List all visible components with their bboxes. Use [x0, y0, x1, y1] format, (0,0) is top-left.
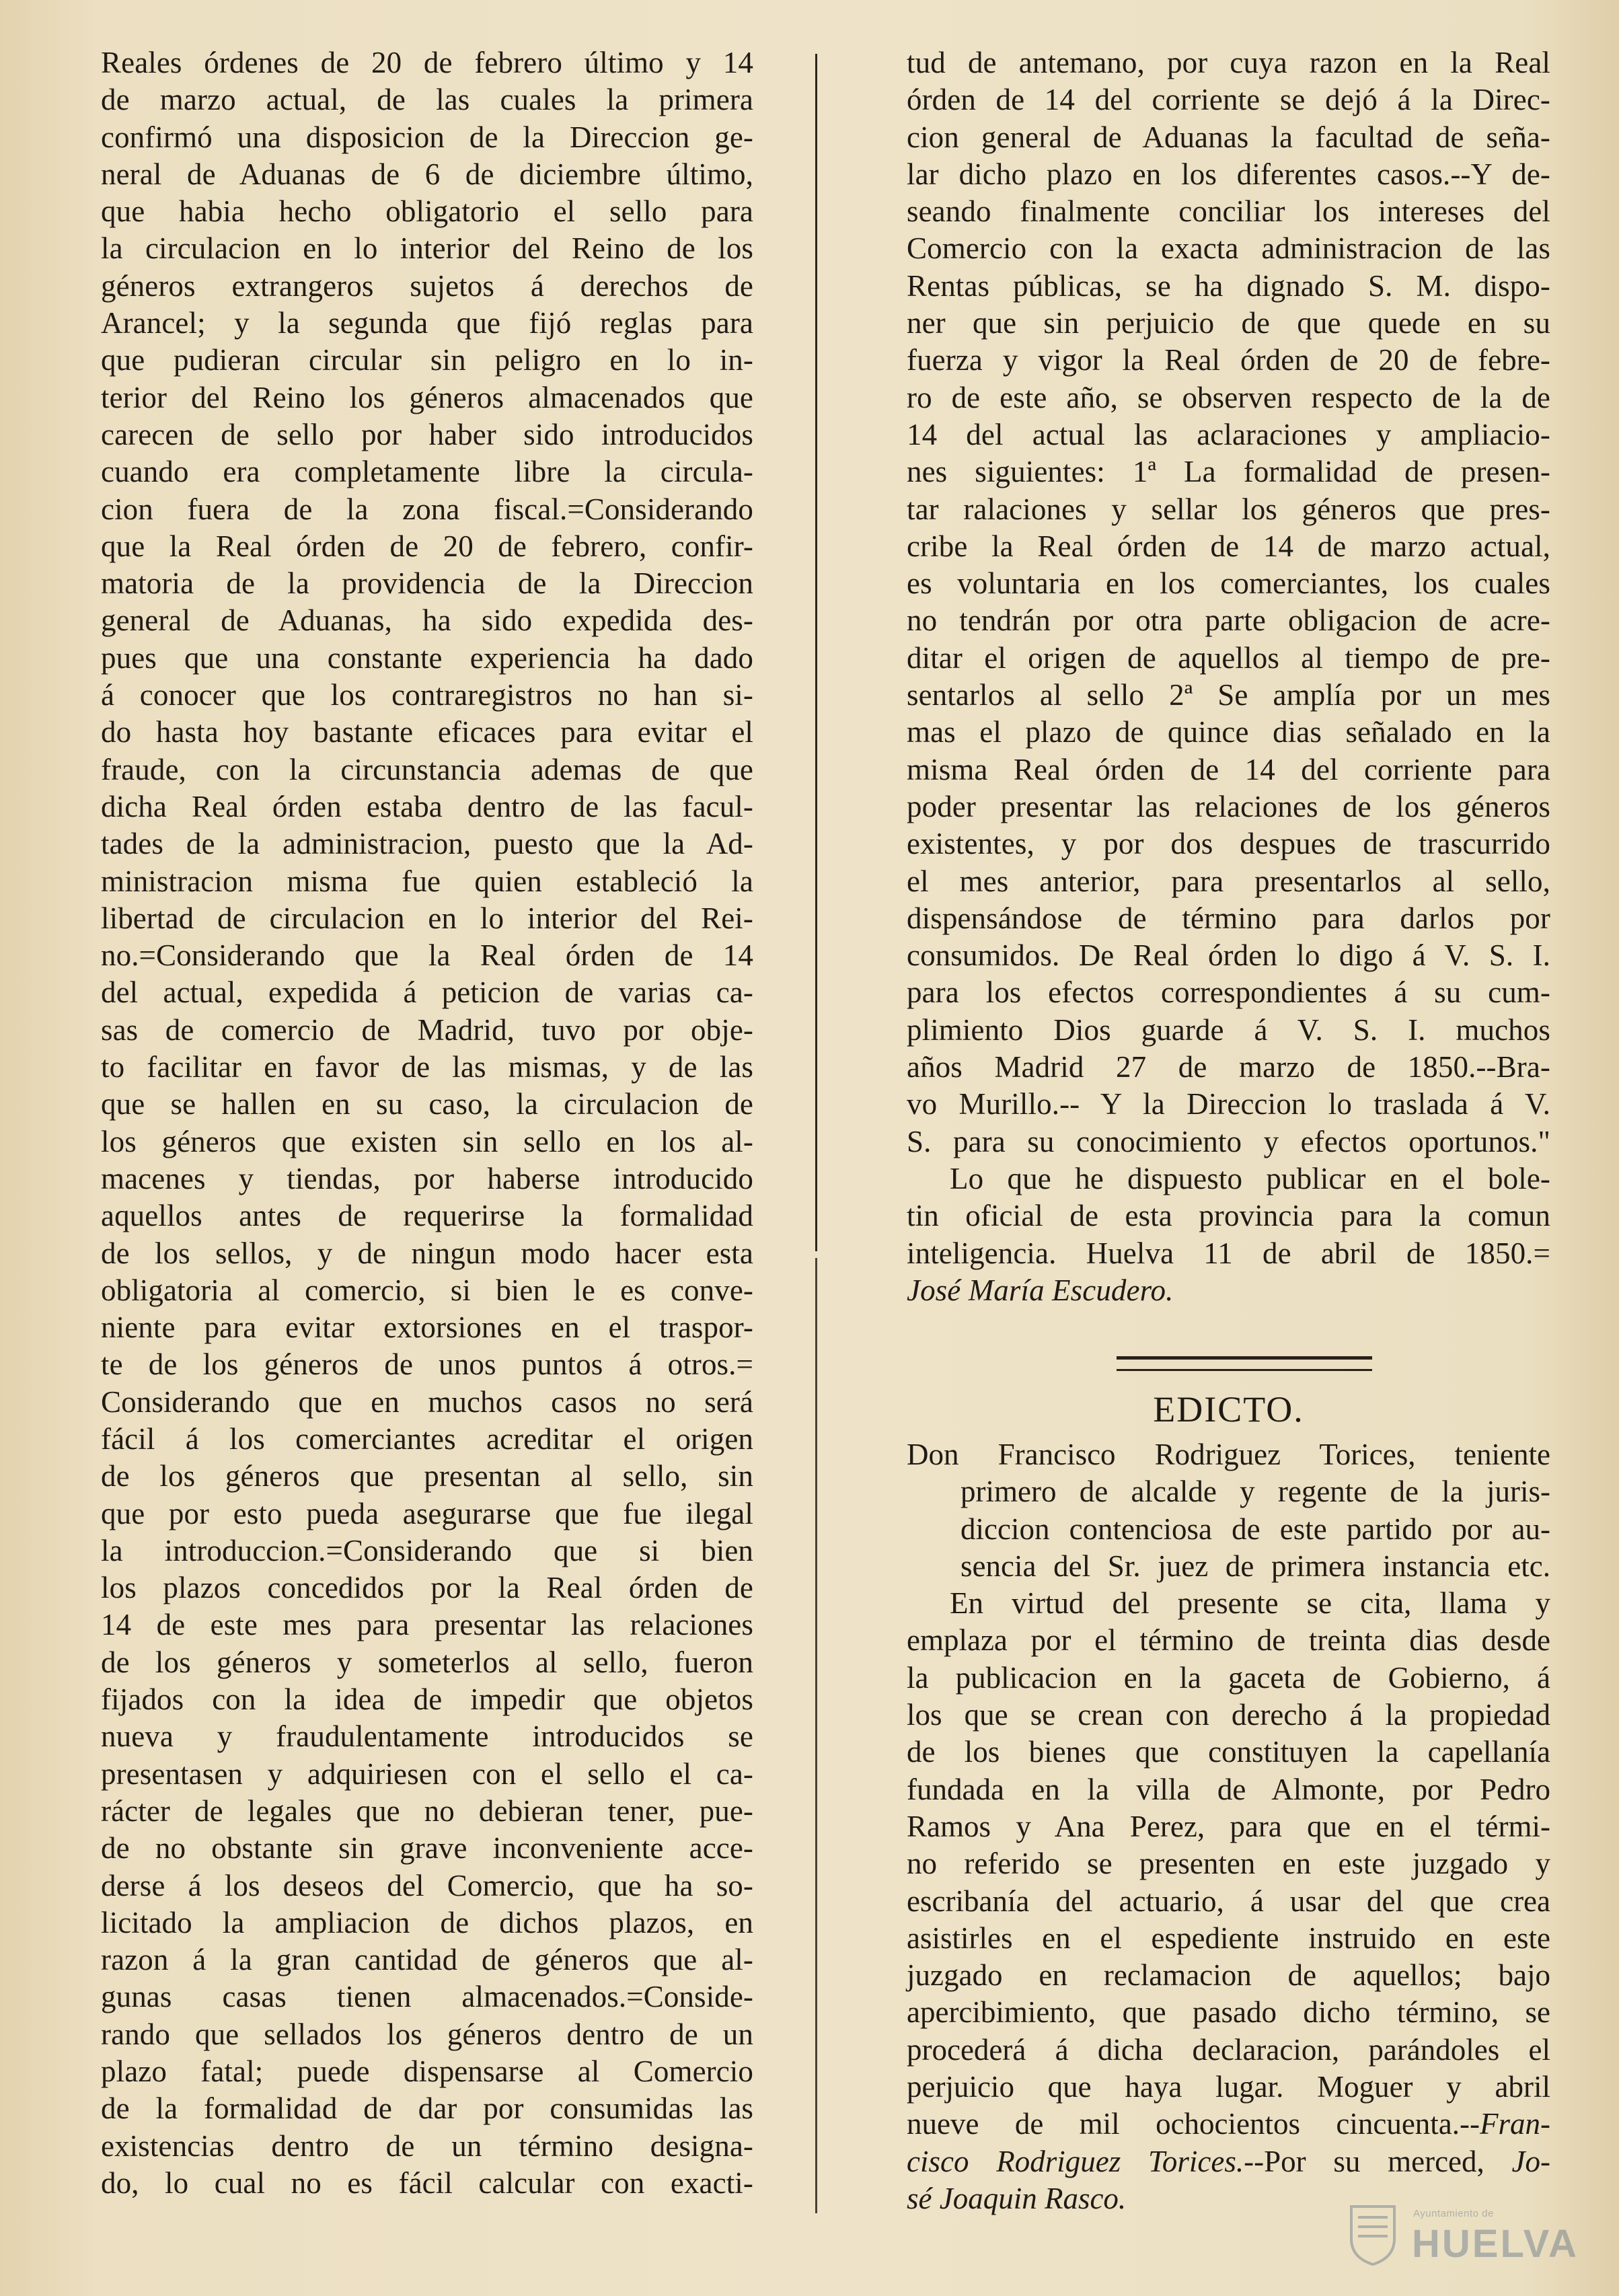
right-column-line: 14 del actual las aclaraciones y ampliacio- [907, 417, 1550, 451]
left-column-line: la introduccion.=Considerando que si bien [101, 1533, 753, 1567]
edicto-signature-line-2 [907, 2143, 1550, 2180]
edicto-sig-part-4: --Por su merced, [1244, 2144, 1484, 2178]
right-column-line: plimiento Dios guarde á V. S. I. muchos [907, 1012, 1550, 1047]
left-column-line: que habia hecho obligatorio el sello para [101, 194, 753, 229]
left-column-line: los géneros que existen sin sello en los al- [101, 1124, 753, 1158]
column-divider-rule-upper [815, 54, 817, 1251]
right-column-line: el mes anterior, para presentarlos al sello, [907, 864, 1550, 898]
right-column-line: dispensándose de término para darlos por [907, 901, 1550, 935]
left-column-line: confirmó una disposicion de la Direccion ge- [101, 120, 753, 154]
right-column-line: lar dicho plazo en los diferentes casos.--Y de- [907, 157, 1550, 191]
left-column-line: sas de comercio de Madrid, tuvo por obje- [101, 1012, 753, 1047]
left-column-line: Considerando que en muchos casos no será [101, 1384, 753, 1419]
right-column-line: órden de 14 del corriente se dejó á la Direc- [907, 83, 1550, 117]
right-column-line: misma Real órden de 14 del corriente para [907, 752, 1550, 786]
left-column-line: 14 de este mes para presentar las relaciones [101, 1608, 753, 1642]
left-column-line: Reales órdenes de 20 de febrero último y 14 [101, 46, 753, 79]
edicto-body [907, 1585, 1550, 2106]
edicto-signature-line-1 [907, 2106, 1550, 2143]
left-column-line: ministracion misma fue quien estableció la [101, 864, 753, 898]
left-column-line: Arancel; y la segunda que fijó reglas para [101, 306, 753, 340]
right-column-line: Rentas públicas, se ha dignado S. M. dispo- [907, 268, 1550, 303]
edicto-heading-line: sencia del Sr. juez de primera instancia etc. [961, 1549, 1550, 1583]
left-column-line: de los géneros que presentan al sello, sin [101, 1459, 753, 1493]
left-column-line: neral de Aduanas de 6 de diciembre último, [101, 157, 753, 191]
left-column-line: matoria de la providencia de la Direccion [101, 566, 753, 601]
left-column-line: cuando era completamente libre la circula- [101, 455, 753, 489]
left-column-line: razon á la gran cantidad de géneros que al- [101, 1943, 753, 1977]
left-column-line: nueva y fraudulentamente introducidos se [101, 1719, 753, 1754]
right-column-line: es voluntaria en los comerciantes, los cuales [907, 566, 1550, 601]
right-column-line: cribe la Real órden de 14 de marzo actual, [907, 529, 1550, 563]
left-column-line: aquellos antes de requerirse la formalidad [101, 1199, 753, 1233]
closing-line-3: inteligencia. Huelva 11 de abril de 1850.= [907, 1236, 1550, 1270]
left-column-line: cion fuera de la zona fiscal.=Considerando [101, 492, 753, 526]
left-column-line: dicha Real órden estaba dentro de las facul- [101, 789, 753, 823]
left-column-line: rácter de legales que no debieran tener, pue- [101, 1793, 753, 1828]
left-column-line: á conocer que los contraregistros no han si- [101, 678, 753, 712]
edicto-body-line: Ramos y Ana Perez, para que en el térmi- [907, 1809, 1550, 1843]
edicto-body-line: juzgado en reclamacion de aquellos; bajo [907, 1958, 1550, 1993]
closing-signature: José María Escudero. [907, 1273, 1174, 1307]
right-column-line: poder presentar las relaciones de los géneros [907, 789, 1550, 823]
left-column-line: que se hallen en su caso, la circulacion de [101, 1087, 753, 1121]
left-column-line: de los sellos, y de ningun modo hacer esta [101, 1236, 753, 1270]
left-column-line: rando que sellados los géneros dentro de un [101, 2017, 753, 2051]
left-column-line: fraude, con la circunstancia ademas de que [101, 752, 753, 786]
left-column-line: los plazos concedidos por la Real órden de [101, 1571, 753, 1605]
left-column-line: existencias dentro de un término designa- [101, 2128, 753, 2163]
left-column-line: de los géneros y someterlos al sello, fueron [101, 1645, 753, 1679]
right-column-line: tud de antemano, por cuya razon en la Real [907, 46, 1550, 79]
left-column-line: del actual, expedida á peticion de varias ca- [101, 975, 753, 1010]
archive-watermark [1349, 2198, 1579, 2272]
right-column-line: sentarlos al sello 2ª Se amplía por un mes [907, 678, 1550, 712]
edicto-title: EDICTO. [1153, 1389, 1304, 1430]
section-divider [1117, 1356, 1372, 1371]
watermark-big-text: HUELVA [1412, 2222, 1579, 2266]
left-column-line: gunas casas tienen almacenados.=Conside- [101, 1980, 753, 2014]
right-column-line: nes siguientes: 1ª La formalidad de presen- [907, 455, 1550, 489]
right-column-line: ner que sin perjuicio de que quede en su [907, 306, 1550, 340]
city-shield-icon [1349, 2204, 1397, 2266]
left-column-line: licitado la ampliacion de dichos plazos, en [101, 1905, 753, 1939]
edicto-sig-part-1: nueve de mil ochocientos cincuenta.-- [907, 2107, 1480, 2141]
edicto-body-line: de los bienes que constituyen la capellanía [907, 1735, 1550, 1769]
edicto-body-line: perjuicio que haya lugar. Moguer y abril [907, 2070, 1550, 2104]
left-column-line: general de Aduanas, ha sido expedida des- [101, 603, 753, 638]
left-column-line: que pudieran circular sin peligro en lo in- [101, 343, 753, 377]
edicto-body-line: la publicacion en la gaceta de Gobierno, á [907, 1660, 1550, 1695]
left-column-line: de marzo actual, de las cuales la primera [101, 83, 753, 117]
right-column-line: S. para su conocimiento y efectos oportunos." [907, 1124, 1550, 1158]
watermark-small-text: Ayuntamiento de [1413, 2208, 1494, 2219]
edicto-body-line: fundada en la villa de Almonte, por Pedro [907, 1772, 1550, 1806]
left-text-column [101, 44, 753, 2202]
edicto-sig-part-3: cisco Rodriguez Torices. [907, 2144, 1244, 2178]
left-column-line: no.=Considerando que la Real órden de 14 [101, 938, 753, 973]
edicto-text-column [907, 1436, 1550, 2217]
edicto-sig-part-2: Fran- [1480, 2107, 1550, 2141]
right-column-line: existentes, y por dos despues de trascurrido [907, 827, 1550, 861]
right-column-lines [907, 44, 1550, 1160]
left-column-line: obligatoria al comercio, si bien le es conve- [101, 1273, 753, 1307]
edicto-body-line: En virtud del presente se cita, llama y [950, 1586, 1550, 1621]
edicto-body-line: asistirles en el espediente instruido en este [907, 1921, 1550, 1955]
right-column-line: ro de este año, se observen respecto de la de [907, 380, 1550, 414]
left-column-line: macenes y tiendas, por haberse introducido [101, 1161, 753, 1195]
left-column-line: fijados con la idea de impedir que objetos [101, 1682, 753, 1717]
closing-line-2: tin oficial de esta provincia para la comun [907, 1199, 1550, 1233]
left-column-line: que por esto pueda asegurarse que fue ilegal [101, 1496, 753, 1530]
right-text-column [907, 44, 1550, 1309]
edicto-body-line: escribanía del actuario, á usar del que crea [907, 1884, 1550, 1918]
right-column-line: tar ralaciones y sellar los géneros que pres- [907, 492, 1550, 526]
edicto-heading-line: diccion contenciosa de este partido por au- [961, 1512, 1550, 1546]
left-column-line: pues que una constante experiencia ha dado [101, 640, 753, 675]
left-column-line: géneros extrangeros sujetos á derechos de [101, 268, 753, 303]
left-column-line: derse á los deseos del Comercio, que ha so- [101, 1868, 753, 1902]
right-column-line: vo Murillo.-- Y la Direccion lo traslada á V. [907, 1087, 1550, 1121]
left-column-line: do hasta hoy bastante eficaces para evitar el [101, 715, 753, 749]
left-column-line: tades de la administracion, puesto que la Ad- [101, 827, 753, 861]
edicto-heading-line: primero de alcalde y regente de la juris- [961, 1475, 1550, 1509]
left-column-line: la circulacion en lo interior del Reino de los [101, 231, 753, 266]
right-column-line: Comercio con la exacta administracion de las [907, 231, 1550, 266]
edicto-sig-part-6: sé Joaquin Rasco. [907, 2181, 1127, 2215]
right-column-line: seando finalmente conciliar los intereses del [907, 194, 1550, 229]
left-column-line: do, lo cual no es fácil calcular con exacti- [101, 2165, 753, 2200]
right-column-line: fuerza y vigor la Real órden de 20 de febre- [907, 343, 1550, 377]
edicto-body-line: procederá á dicha declaracion, parándoles el [907, 2032, 1550, 2067]
right-column-line: mas el plazo de quince dias señalado en la [907, 715, 1550, 749]
closing-line-1: Lo que he dispuesto publicar en el bole- [950, 1161, 1550, 1195]
left-column-line: plazo fatal; puede dispensarse al Comercio [101, 2054, 753, 2089]
left-column-line: que la Real órden de 20 de febrero, confir- [101, 529, 753, 563]
right-column-line: cion general de Aduanas la facultad de seña- [907, 120, 1550, 154]
edicto-sig-part-5: Jo- [1511, 2144, 1550, 2178]
left-column-line: presentasen y adquiriesen con el sello el ca- [101, 1756, 753, 1791]
left-column-line: libertad de circulacion en lo interior del Rei- [101, 901, 753, 935]
left-column-line: te de los géneros de unos puntos á otros.= [101, 1347, 753, 1382]
left-column-line: niente para evitar extorsiones en el traspor- [101, 1310, 753, 1345]
edicto-heading [907, 1436, 1550, 1585]
edicto-body-line: los que se crean con derecho á la propiedad [907, 1698, 1550, 1732]
edicto-body-line: apercibimiento, que pasado dicho término, se [907, 1995, 1550, 2030]
column-divider-rule-lower [815, 1258, 817, 2213]
left-column-line: de no obstante sin grave inconveniente acce- [101, 1831, 753, 1865]
right-column-line: para los efectos correspondientes á su cum- [907, 975, 1550, 1010]
edicto-heading-line: Don Francisco Rodriguez Torices, teniente [907, 1438, 1550, 1471]
right-column-line: consumidos. De Real órden lo digo á V. S. I. [907, 938, 1550, 973]
right-column-line: años Madrid 27 de marzo de 1850.--Bra- [907, 1050, 1550, 1084]
edicto-body-line: no referido se presenten en este juzgado y [907, 1847, 1550, 1881]
edicto-body-line: emplaza por el término de treinta dias desde [907, 1623, 1550, 1658]
left-column-line: carecen de sello por haber sido introducidos [101, 417, 753, 451]
left-column-line: terior del Reino los géneros almacenados que [101, 380, 753, 414]
left-column-line: de la formalidad de dar por consumidas las [101, 2091, 753, 2126]
left-column-line: fácil á los comerciantes acreditar el origen [101, 1421, 753, 1456]
right-column-line: ditar el origen de aquellos al tiempo de pre- [907, 640, 1550, 675]
right-column-line: no tendrán por otra parte obligacion de acre- [907, 603, 1550, 638]
left-column-line: to facilitar en favor de las mismas, y de las [101, 1050, 753, 1084]
